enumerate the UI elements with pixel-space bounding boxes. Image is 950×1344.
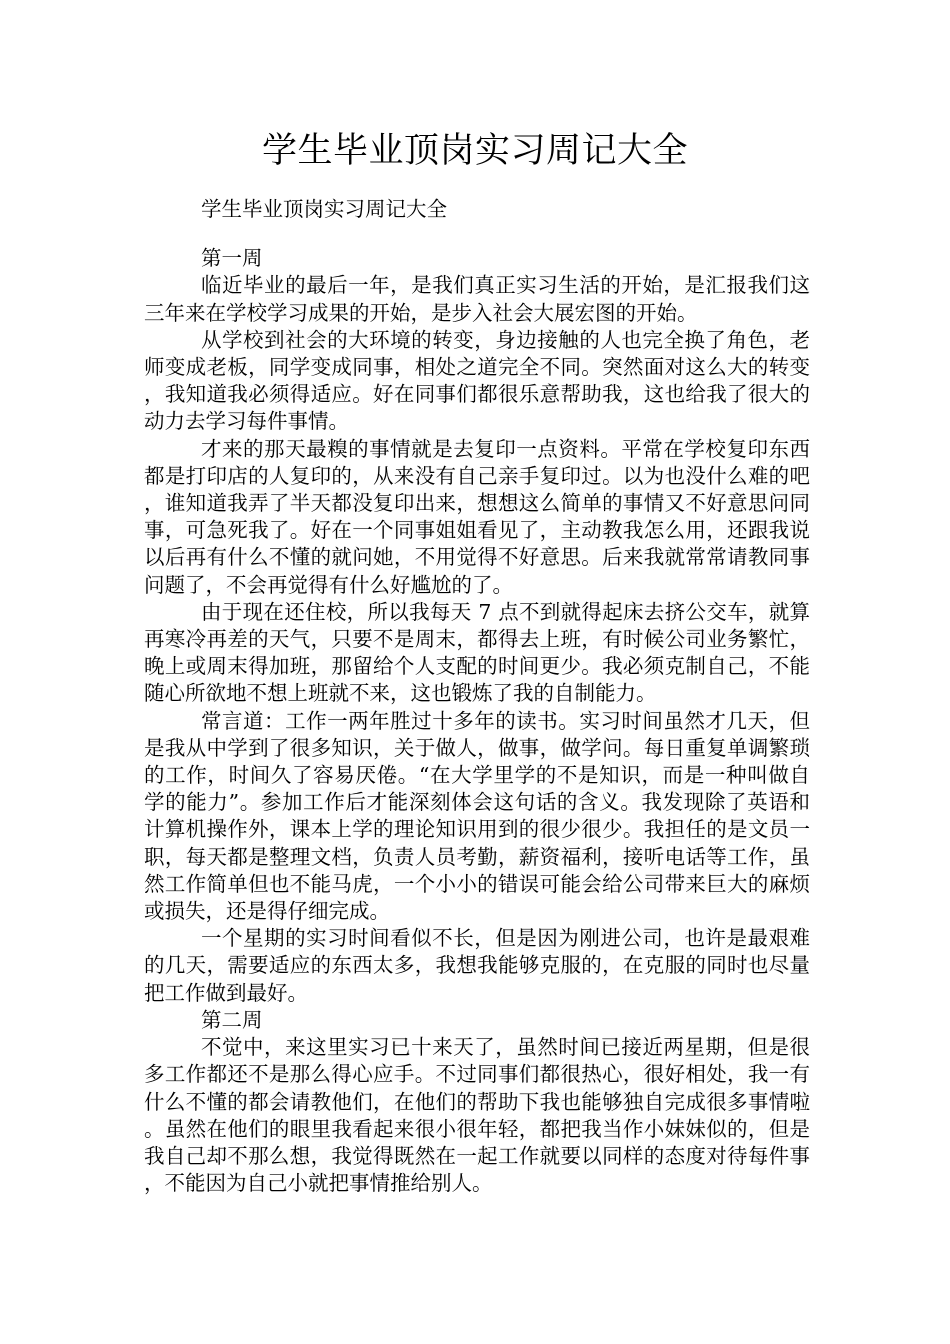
document-body	[144, 196, 810, 1197]
document-subtitle: 学生毕业顶岗实习周记大全	[201, 197, 447, 221]
week-1-paragraph: 由于现在还住校，所以我每天 7 点不到就得起床去挤公交车，就算再寒冷再差的天气，只要不是周末，都得去上班，有时候公司业务繁忙，晚上或周末得加班，那留给个人支配的时间更少。我必须克制自己，不能随心所欲地不想上班就不来，这也锻炼了我的自制能力。	[144, 599, 810, 706]
week-1-paragraph: 常言道：工作一两年胜过十多年的读书。实习时间虽然才几天，但是我从中学到了很多知识，关于做人，做事，做学问。每日重复单调繁琐的工作，时间久了容易厌倦。“在大学里学的不是知识，而是一种叫做自学的能力”。参加工作后才能深刻体会这句话的含义。我发现除了英语和计算机操作外，课本上学的理论知识用到的很少很少。我担任的是文员一职，每天都是整理文档，负责人员考勤，薪资福利，接听电话等工作，虽然工作简单但也不能马虎，一个小小的错误可能会给公司带来巨大的麻烦或损失，还是得仔细完成。	[144, 708, 810, 924]
week-1-heading: 第一周	[201, 246, 263, 271]
week-1-paragraph: 一个星期的实习时间看似不长，但是因为刚进公司，也许是最艰难的几天，需要适应的东西太多，我想我能够克服的，在克服的同时也尽量把工作做到最好。	[144, 926, 810, 1005]
week-1-paragraph: 临近毕业的最后一年，是我们真正实习生活的开始，是汇报我们这三年来在学校学习成果的开始，是步入社会大展宏图的开始。	[144, 273, 810, 325]
week-1-paragraph: 从学校到社会的大环境的转变，身边接触的人也完全换了角色，老师变成老板，同学变成同事，相处之道完全不同。突然面对这么大的转变，我知道我必须得适应。好在同事们都很乐意帮助我，这也给我了很大的动力去学习每件事情。	[144, 327, 810, 434]
week-1-paragraph: 才来的那天最糗的事情就是去复印一点资料。平常在学校复印东西都是打印店的人复印的，从来没有自己亲手复印过。以为也没什么难的吧，谁知道我弄了半天都没复印出来，想想这么简单的事情又不好意思问同事，可急死我了。好在一个同事姐姐看见了，主动教我怎么用，还跟我说以后再有什么不懂的就问她，不用觉得不好意思。后来我就常常请教同事问题了，不会再觉得有什么好尴尬的了。	[144, 436, 810, 597]
week-2-paragraph: 不觉中，来这里实习已十来天了，虽然时间已接近两星期，但是很多工作都还不是那么得心应手。不过同事们都很热心，很好相处，我一有什么不懂的都会请教他们，在他们的帮助下我也能够独自完成很多事情啦。虽然在他们的眼里我看起来很小很年轻，都把我当作小妹妹似的，但是我自己却不那么想，我觉得既然在一起工作就要以同样的态度对待每件事，不能因为自己小就把事情推给别人。	[144, 1035, 810, 1196]
week-2-heading: 第二周	[201, 1007, 263, 1032]
document-title: 学生毕业顶岗实习周记大全	[261, 131, 688, 171]
